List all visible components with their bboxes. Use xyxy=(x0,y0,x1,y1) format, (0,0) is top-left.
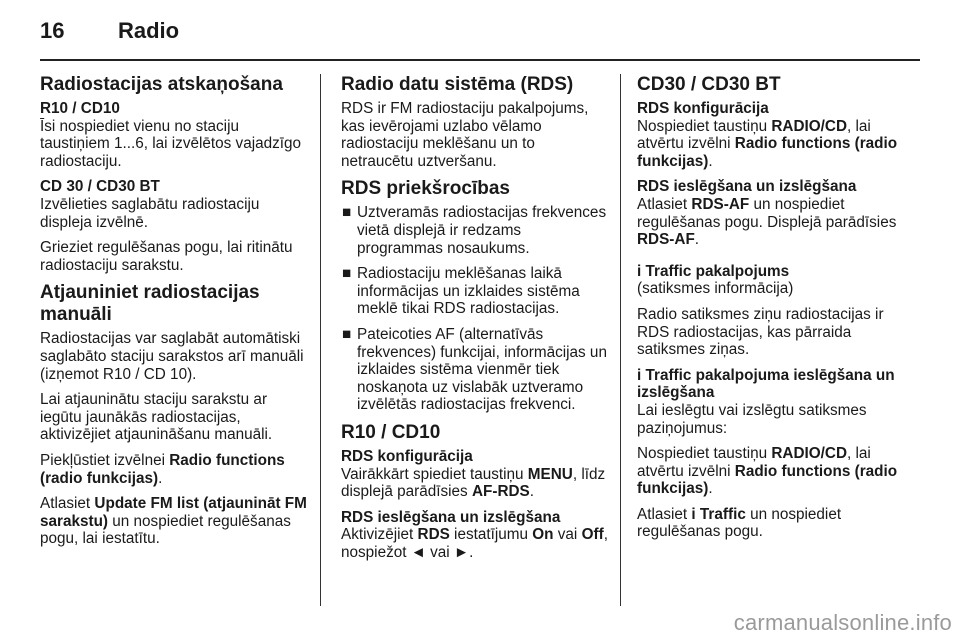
menu-name: Radio functions (radio funkcijas) xyxy=(637,135,898,170)
paragraph xyxy=(637,118,920,171)
subheading-cd30: CD 30 / CD30 BT xyxy=(40,178,160,196)
header-rule xyxy=(40,59,920,61)
menu-name: Radio functions (radio funkcijas) xyxy=(637,462,898,498)
text: Vairākkārt spiediet taustiņu xyxy=(341,465,528,483)
list-item xyxy=(341,265,609,318)
section-heading-manual-update: Atjauniniet radiostacijas manuāli xyxy=(40,282,260,326)
paragraph: Lai ieslēgtu vai izslēgtu satiksmes paziņojumus: xyxy=(637,401,867,437)
section-heading-rds: Radio datu sistēma (RDS) xyxy=(341,74,574,95)
text: Nospiediet taustiņu xyxy=(637,117,772,135)
list-item-text: Uztveramās radiostacijas frekvences vietā displejā ir redzams programmas nosaukums. xyxy=(357,204,607,257)
paragraph: Radio satiksmes ziņu radiostacijas ir RDS radiostacijas, kas pārraida satiksmes ziņas. xyxy=(637,305,884,359)
subheading-rds-toggle: RDS ieslēgšana un izslēgšana xyxy=(341,508,561,526)
column-3 xyxy=(637,74,920,549)
text: . xyxy=(694,231,700,249)
paragraph: Grieziet regulēšanas pogu, lai ritinātu radiostaciju sarakstu. xyxy=(40,239,293,274)
text: Atlasiet xyxy=(637,505,692,523)
text: . xyxy=(158,469,163,487)
display-text: RDS-AF xyxy=(637,231,695,249)
display-text: AF-RDS xyxy=(471,483,530,501)
list-item xyxy=(341,326,609,414)
list-item-text: Pateicoties AF (alternatīvās frekvences) funkcijai, informācijas un izklaides sistēma vienmēr tiek noskaņota uz vislabāk uztveramo izvēlētās radiostacijas frekvenci. xyxy=(357,325,607,414)
setting-name: RDS xyxy=(417,526,450,544)
paragraph: (satiksmes informācija) xyxy=(637,280,794,298)
text: . xyxy=(708,152,713,170)
section-heading-cd30: CD30 / CD30 BT xyxy=(637,74,781,95)
text: . xyxy=(708,480,713,498)
text: . xyxy=(529,483,534,501)
text: Piekļūstiet izvēlnei xyxy=(40,451,170,469)
text: Nospiediet taustiņu xyxy=(637,445,772,463)
subheading-traffic-toggle: i Traffic pakalpojuma ieslēgšana un izslēgšana xyxy=(637,366,895,402)
menu-item-name: Update FM list (atjaunināt FM sarakstu) xyxy=(40,495,307,530)
page-title: Radio xyxy=(118,18,180,43)
text: , lai atvērtu izvēlni xyxy=(637,117,871,153)
text: un nospiediet regulēšanas pogu. Displejā parādīsies xyxy=(637,195,897,231)
section-heading-r10: R10 / CD10 xyxy=(341,421,441,443)
text: , nospiežot ◄ vai ►. xyxy=(341,526,608,561)
text: Aktivizējiet xyxy=(341,526,418,544)
subheading-rds-config: RDS konfigurācija xyxy=(341,447,473,465)
bullet-icon: ■ xyxy=(342,204,352,222)
column-divider-1 xyxy=(320,74,321,606)
text: Atlasiet xyxy=(637,195,692,213)
setting-value-off: Off xyxy=(581,526,604,544)
setting-name: RDS-AF xyxy=(691,195,750,213)
bullet-list xyxy=(341,204,609,414)
paragraph xyxy=(341,526,609,561)
menu-item-name: i Traffic xyxy=(691,505,746,523)
subheading-rds-toggle: RDS ieslēgšana un izslēgšana xyxy=(637,178,857,196)
bullet-icon: ■ xyxy=(342,325,352,343)
key-name: MENU xyxy=(527,465,573,483)
menu-name: Radio functions (radio funkcijas) xyxy=(40,451,285,487)
column-divider-2 xyxy=(620,74,621,606)
list-item-text: Radiostaciju meklēšanas laikā informācijas un izklaides sistēma meklē tikai RDS radiostacijas. xyxy=(357,265,580,318)
paragraph: Radiostacijas var saglabāt automātiski saglabāto staciju sarakstos arī manuāli (izņemot R10 / CD 10). xyxy=(40,330,304,383)
subheading-traffic-service: i Traffic pakalpojums xyxy=(637,262,790,280)
paragraph: Izvēlieties saglabātu radiostaciju displeja izvēlnē. xyxy=(40,195,260,231)
paragraph xyxy=(637,445,920,498)
text: Atlasiet xyxy=(40,495,95,513)
section-heading-rds-benefits: RDS priekšrocības xyxy=(341,178,510,200)
watermark: carmanualsonline.info xyxy=(733,610,952,635)
column-1 xyxy=(40,74,308,556)
list-item xyxy=(341,204,609,257)
bullet-icon: ■ xyxy=(342,265,352,283)
text: vai xyxy=(553,526,582,544)
text: iestatījumu xyxy=(449,526,533,544)
paragraph xyxy=(40,495,308,548)
text: , lai atvērtu izvēlni xyxy=(637,445,871,480)
text: un nospiediet regulēšanas pogu, lai iestatītu. xyxy=(40,512,291,548)
page-number: 16 xyxy=(40,18,65,43)
column-2 xyxy=(341,74,609,569)
paragraph xyxy=(637,506,920,541)
text: , līdz displejā parādīsies xyxy=(341,465,606,501)
paragraph: Īsi nospiediet vienu no staciju taustiņiem 1...6, lai izvēlētos vajadzīgo radiostaciju. xyxy=(40,117,302,170)
subheading-rds-config: RDS konfigurācija xyxy=(637,100,769,117)
text: un nospiediet regulēšanas pogu. xyxy=(637,505,842,541)
paragraph xyxy=(40,452,308,487)
setting-value-on: On xyxy=(532,526,554,544)
key-name: RADIO/CD xyxy=(771,445,847,463)
paragraph: Lai atjauninātu staciju sarakstu ar iegūtu jaunākās radiostacijas, aktivizējiet atjaunināšanu manuāli. xyxy=(40,391,273,444)
section-heading-station-playback: Radiostacijas atskaņošana xyxy=(40,74,283,95)
subheading-r10-cd10: R10 / CD10 xyxy=(40,100,120,117)
paragraph: RDS ir FM radiostaciju pakalpojums, kas ievērojami uzlabo vēlamo radiostaciju meklēšanu un to netraucētu uztveršanu. xyxy=(341,100,589,170)
paragraph xyxy=(637,196,920,249)
key-name: RADIO/CD xyxy=(771,117,847,135)
paragraph xyxy=(341,466,609,501)
page-header xyxy=(40,18,920,52)
